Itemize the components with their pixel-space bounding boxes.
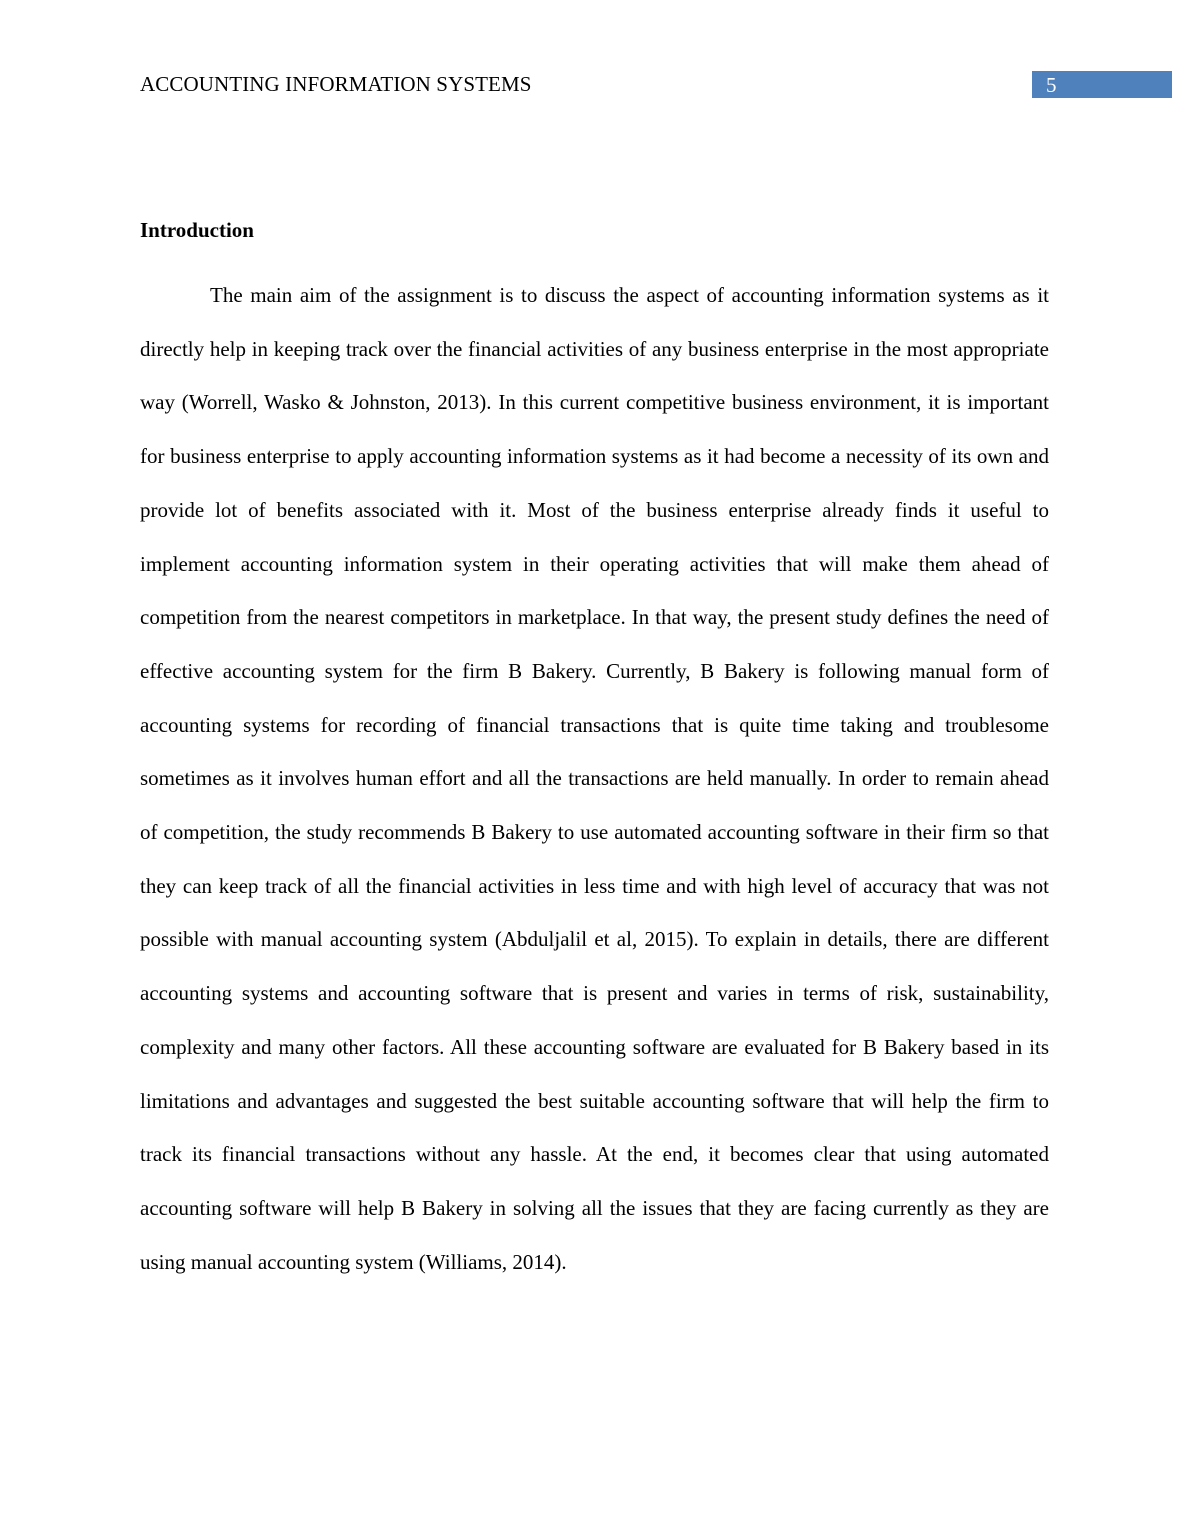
introduction-paragraph: The main aim of the assignment is to discuss the aspect of accounting information systems as it directly help in keeping track over the financial activities of any business enterprise in the most appropriate way (Worrell, Wasko & Johnston, 2013). In this current competitive business environment, it is important for business enterprise to apply accounting information systems as it had become a necessity of its own and provide lot of benefits associated with it. Most of the business enterprise already finds it useful to implement accounting information system in their operating activities that will make them ahead of competition from the nearest competitors in marketplace. In that way, the present study defines the need of effective accounting system for the firm B Bakery. Currently, B Bakery is following manual form of accounting systems for recording of financial transactions that is quite time taking and troublesome sometimes as it involves human effort and all the transactions are held manually. In order to remain ahead of competition, the study recommends B Bakery to use automated accounting software in their firm so that they can keep track of all the financial activities in less time and with high level of accuracy that was not possible with manual accounting system (Abduljalil et al, 2015). To explain in details, there are different accounting systems and accounting software that is present and varies in terms of risk, sustainability, complexity and many other factors. All these accounting software are evaluated for B Bakery based in its limitations and advantages and suggested the best suitable accounting software that will help the firm to track its financial transactions without any hassle. At the end, it becomes clear that using automated accounting software will help B Bakery in solving all the issues that they are facing currently as they are using manual accounting system (Williams, 2014).: [140, 283, 1049, 1274]
page-number: 5: [1046, 73, 1057, 97]
page-number-box: [1032, 71, 1172, 98]
section-heading: Introduction: [140, 218, 254, 242]
running-head: ACCOUNTING INFORMATION SYSTEMS: [140, 72, 532, 96]
